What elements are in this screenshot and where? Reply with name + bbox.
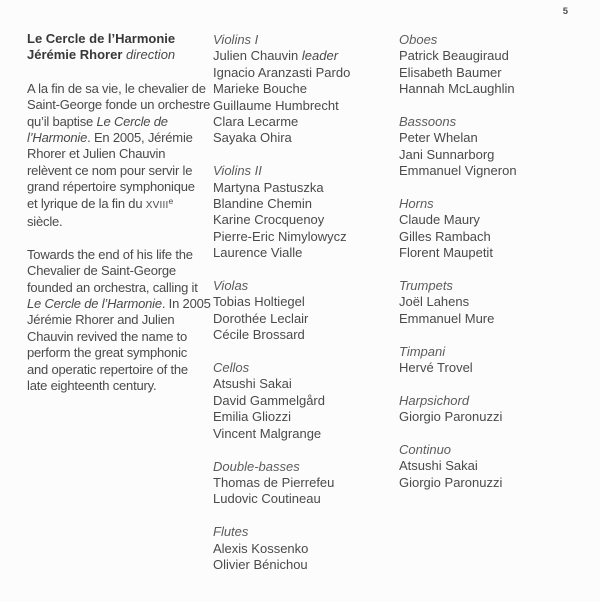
instrument-header: Timpani xyxy=(399,343,446,359)
musician-name xyxy=(213,376,395,392)
musician-name-text: Gilles Rambach xyxy=(399,228,491,244)
instrument-section xyxy=(213,360,395,442)
text-segment: Jérémie Rhorer and Julien xyxy=(27,312,175,328)
instrument-header: Violins II xyxy=(213,163,262,179)
text-segment: XVIII xyxy=(145,199,169,211)
instrument-section xyxy=(399,32,595,98)
text-segment: Saint-George fonde un orchestre xyxy=(27,97,211,113)
musician-name-text: Karine Crocquenoy xyxy=(213,212,325,228)
text-segment: Chevalier de Saint-George xyxy=(27,263,176,279)
text-segment: Rhorer et Julien Chauvin xyxy=(27,146,166,162)
musician-name xyxy=(213,475,395,491)
instrument-section xyxy=(213,459,395,508)
text-segment: perform the great symphonic xyxy=(27,345,188,361)
instrument-section xyxy=(213,163,395,261)
instrument-header: Continuo xyxy=(399,442,452,458)
musician-name xyxy=(213,541,395,557)
musician-name-text: Olivier Bénichou xyxy=(213,556,308,572)
musician-name-text: Tobias Holtiegel xyxy=(213,294,305,310)
conductor-role: direction xyxy=(126,47,176,63)
musician-name-text: Claude Maury xyxy=(399,212,480,228)
text-segment: Towards the end of his life the xyxy=(27,246,193,262)
instrument-section xyxy=(399,196,595,262)
musician-name-text: Laurence Vialle xyxy=(213,245,303,261)
musician-name-text: Vincent Malgrange xyxy=(213,425,322,441)
page-number: 5 xyxy=(562,6,568,17)
musician-name-text: Joël Lahens xyxy=(399,294,470,310)
musician-name xyxy=(213,393,395,409)
musician-name xyxy=(399,130,595,146)
instrument-header: Horns xyxy=(399,196,434,212)
musician-name-text: Thomas de Pierrefeu xyxy=(213,474,335,490)
musician-name xyxy=(213,212,395,228)
musician-name xyxy=(213,311,395,327)
musician-name-text: Emmanuel Vigneron xyxy=(399,163,517,179)
musician-name xyxy=(213,426,395,442)
musician-name xyxy=(213,491,395,507)
instrument-section xyxy=(399,344,595,377)
musician-role: leader xyxy=(298,48,339,64)
musician-name xyxy=(399,147,595,163)
musician-name xyxy=(399,245,595,261)
musician-name xyxy=(213,65,395,81)
intro-paragraph xyxy=(27,247,213,395)
musician-name-text: Giorgio Paronuzzi xyxy=(399,474,503,490)
musician-name xyxy=(213,229,395,245)
musician-name xyxy=(213,327,395,343)
musician-name xyxy=(213,180,395,196)
musician-name xyxy=(399,229,595,245)
conductor-name: Jérémie Rhorer xyxy=(27,47,123,63)
instrument-header: Cellos xyxy=(213,360,250,376)
musician-name-text: Blandine Chemin xyxy=(213,196,313,212)
musician-name-text: Dorothée Leclair xyxy=(213,310,309,326)
musician-name-text: Alexis Kossenko xyxy=(213,540,309,556)
musician-name-text: Ludovic Coutineau xyxy=(213,491,321,507)
text-segment: and operatic repertoire of the xyxy=(27,361,188,377)
text-segment: relèvent ce nom pour servir le xyxy=(27,162,193,178)
musician-name-text: Atsushi Sakai xyxy=(399,458,478,474)
text-segment: . In 2005 xyxy=(161,296,211,312)
intro-paragraph xyxy=(27,81,213,231)
musician-name xyxy=(399,360,595,376)
text-segment: l’Harmonie xyxy=(27,130,88,146)
musician-name xyxy=(399,311,595,327)
musician-name-text: Peter Whelan xyxy=(399,130,478,146)
text-segment: late eighteenth century. xyxy=(27,378,157,394)
musician-name xyxy=(399,212,595,228)
instrument-section xyxy=(213,32,395,147)
instrument-section xyxy=(399,442,595,491)
text-segment: Le Cercle de l’Harmonie xyxy=(27,296,162,312)
instrument-header: Trumpets xyxy=(399,278,453,294)
text-segment: qu’il baptise xyxy=(27,113,97,129)
musician-name xyxy=(213,196,395,212)
musician-name xyxy=(213,130,395,146)
musician-name xyxy=(399,409,595,425)
musician-name-text: Elisabeth Baumer xyxy=(399,64,502,80)
instrument-section xyxy=(399,393,595,426)
musician-name-text: David Gammelgård xyxy=(213,392,325,408)
text-segment: siècle. xyxy=(27,214,63,230)
musician-name-text: Pierre-Eric Nimylowycz xyxy=(213,228,347,244)
instrument-header: Oboes xyxy=(399,32,438,47)
musician-name-text: Hannah McLaughlin xyxy=(399,81,515,97)
instrument-section xyxy=(213,524,395,573)
musician-name xyxy=(213,245,395,261)
roster-column-strings-and-flutes xyxy=(213,32,395,590)
instrument-header: Flutes xyxy=(213,524,249,540)
musician-name xyxy=(399,48,595,64)
intro-column xyxy=(27,31,213,411)
instrument-header: Violas xyxy=(213,278,249,294)
musician-name xyxy=(399,65,595,81)
musician-name-text: Clara Lecarme xyxy=(213,114,299,130)
text-segment: . En 2005, Jérémie xyxy=(87,130,193,146)
text-segment: founded an orchestra, calling it xyxy=(27,279,198,295)
conductor-line xyxy=(27,47,213,63)
text-segment: grand répertoire symphonique xyxy=(27,179,195,195)
musician-name-text: Julien Chauvin xyxy=(213,48,299,64)
musician-name xyxy=(213,48,395,64)
ensemble-title: Le Cercle de l’Harmonie xyxy=(27,31,176,46)
musician-name-text: Guillaume Humbrecht xyxy=(213,97,339,113)
musician-name xyxy=(213,294,395,310)
musician-name xyxy=(399,458,595,474)
text-segment: Le Cercle de xyxy=(96,113,168,129)
text-segment: e xyxy=(168,195,173,206)
instrument-section xyxy=(399,114,595,180)
instrument-header: Harpsichord xyxy=(399,392,470,408)
musician-name-text: Cécile Brossard xyxy=(213,327,305,343)
instrument-section xyxy=(213,278,395,344)
musician-name xyxy=(399,294,595,310)
instrument-header: Violins I xyxy=(213,32,259,47)
musician-name-text: Giorgio Paronuzzi xyxy=(399,409,503,425)
musician-name-text: Martyna Pastuszka xyxy=(213,179,324,195)
musician-name-text: Emmanuel Mure xyxy=(399,310,495,326)
instrument-header: Bassoons xyxy=(399,114,457,130)
musician-name xyxy=(213,81,395,97)
musician-name xyxy=(399,81,595,97)
musician-name-text: Hervé Trovel xyxy=(399,360,473,376)
instrument-header: Double-basses xyxy=(213,458,300,474)
text-segment: et lyrique de la fin du xyxy=(27,195,146,211)
text-segment: Chauvin revived the name to xyxy=(27,328,188,344)
roster-column-winds-percussion-continuo xyxy=(399,32,595,508)
musician-name-text: Sayaka Ohira xyxy=(213,130,292,146)
text-segment: A la fin de sa vie, le chevalier de xyxy=(27,80,206,96)
musician-name xyxy=(213,98,395,114)
musician-name-text: Jani Sunnarborg xyxy=(399,146,495,162)
musician-name xyxy=(213,114,395,130)
musician-name-text: Patrick Beaugiraud xyxy=(399,48,509,64)
musician-name-text: Florent Maupetit xyxy=(399,245,493,261)
musician-name xyxy=(399,163,595,179)
musician-name-text: Marieke Bouche xyxy=(213,81,307,97)
musician-name xyxy=(213,557,395,573)
instrument-section xyxy=(399,278,595,327)
musician-name-text: Atsushi Sakai xyxy=(213,376,292,392)
intro-paragraphs xyxy=(27,81,213,395)
musician-name-text: Ignacio Aranzasti Pardo xyxy=(213,64,351,80)
musician-name xyxy=(213,409,395,425)
musician-name xyxy=(399,475,595,491)
title-block xyxy=(27,31,213,64)
musician-name-text: Emilia Gliozzi xyxy=(213,409,292,425)
